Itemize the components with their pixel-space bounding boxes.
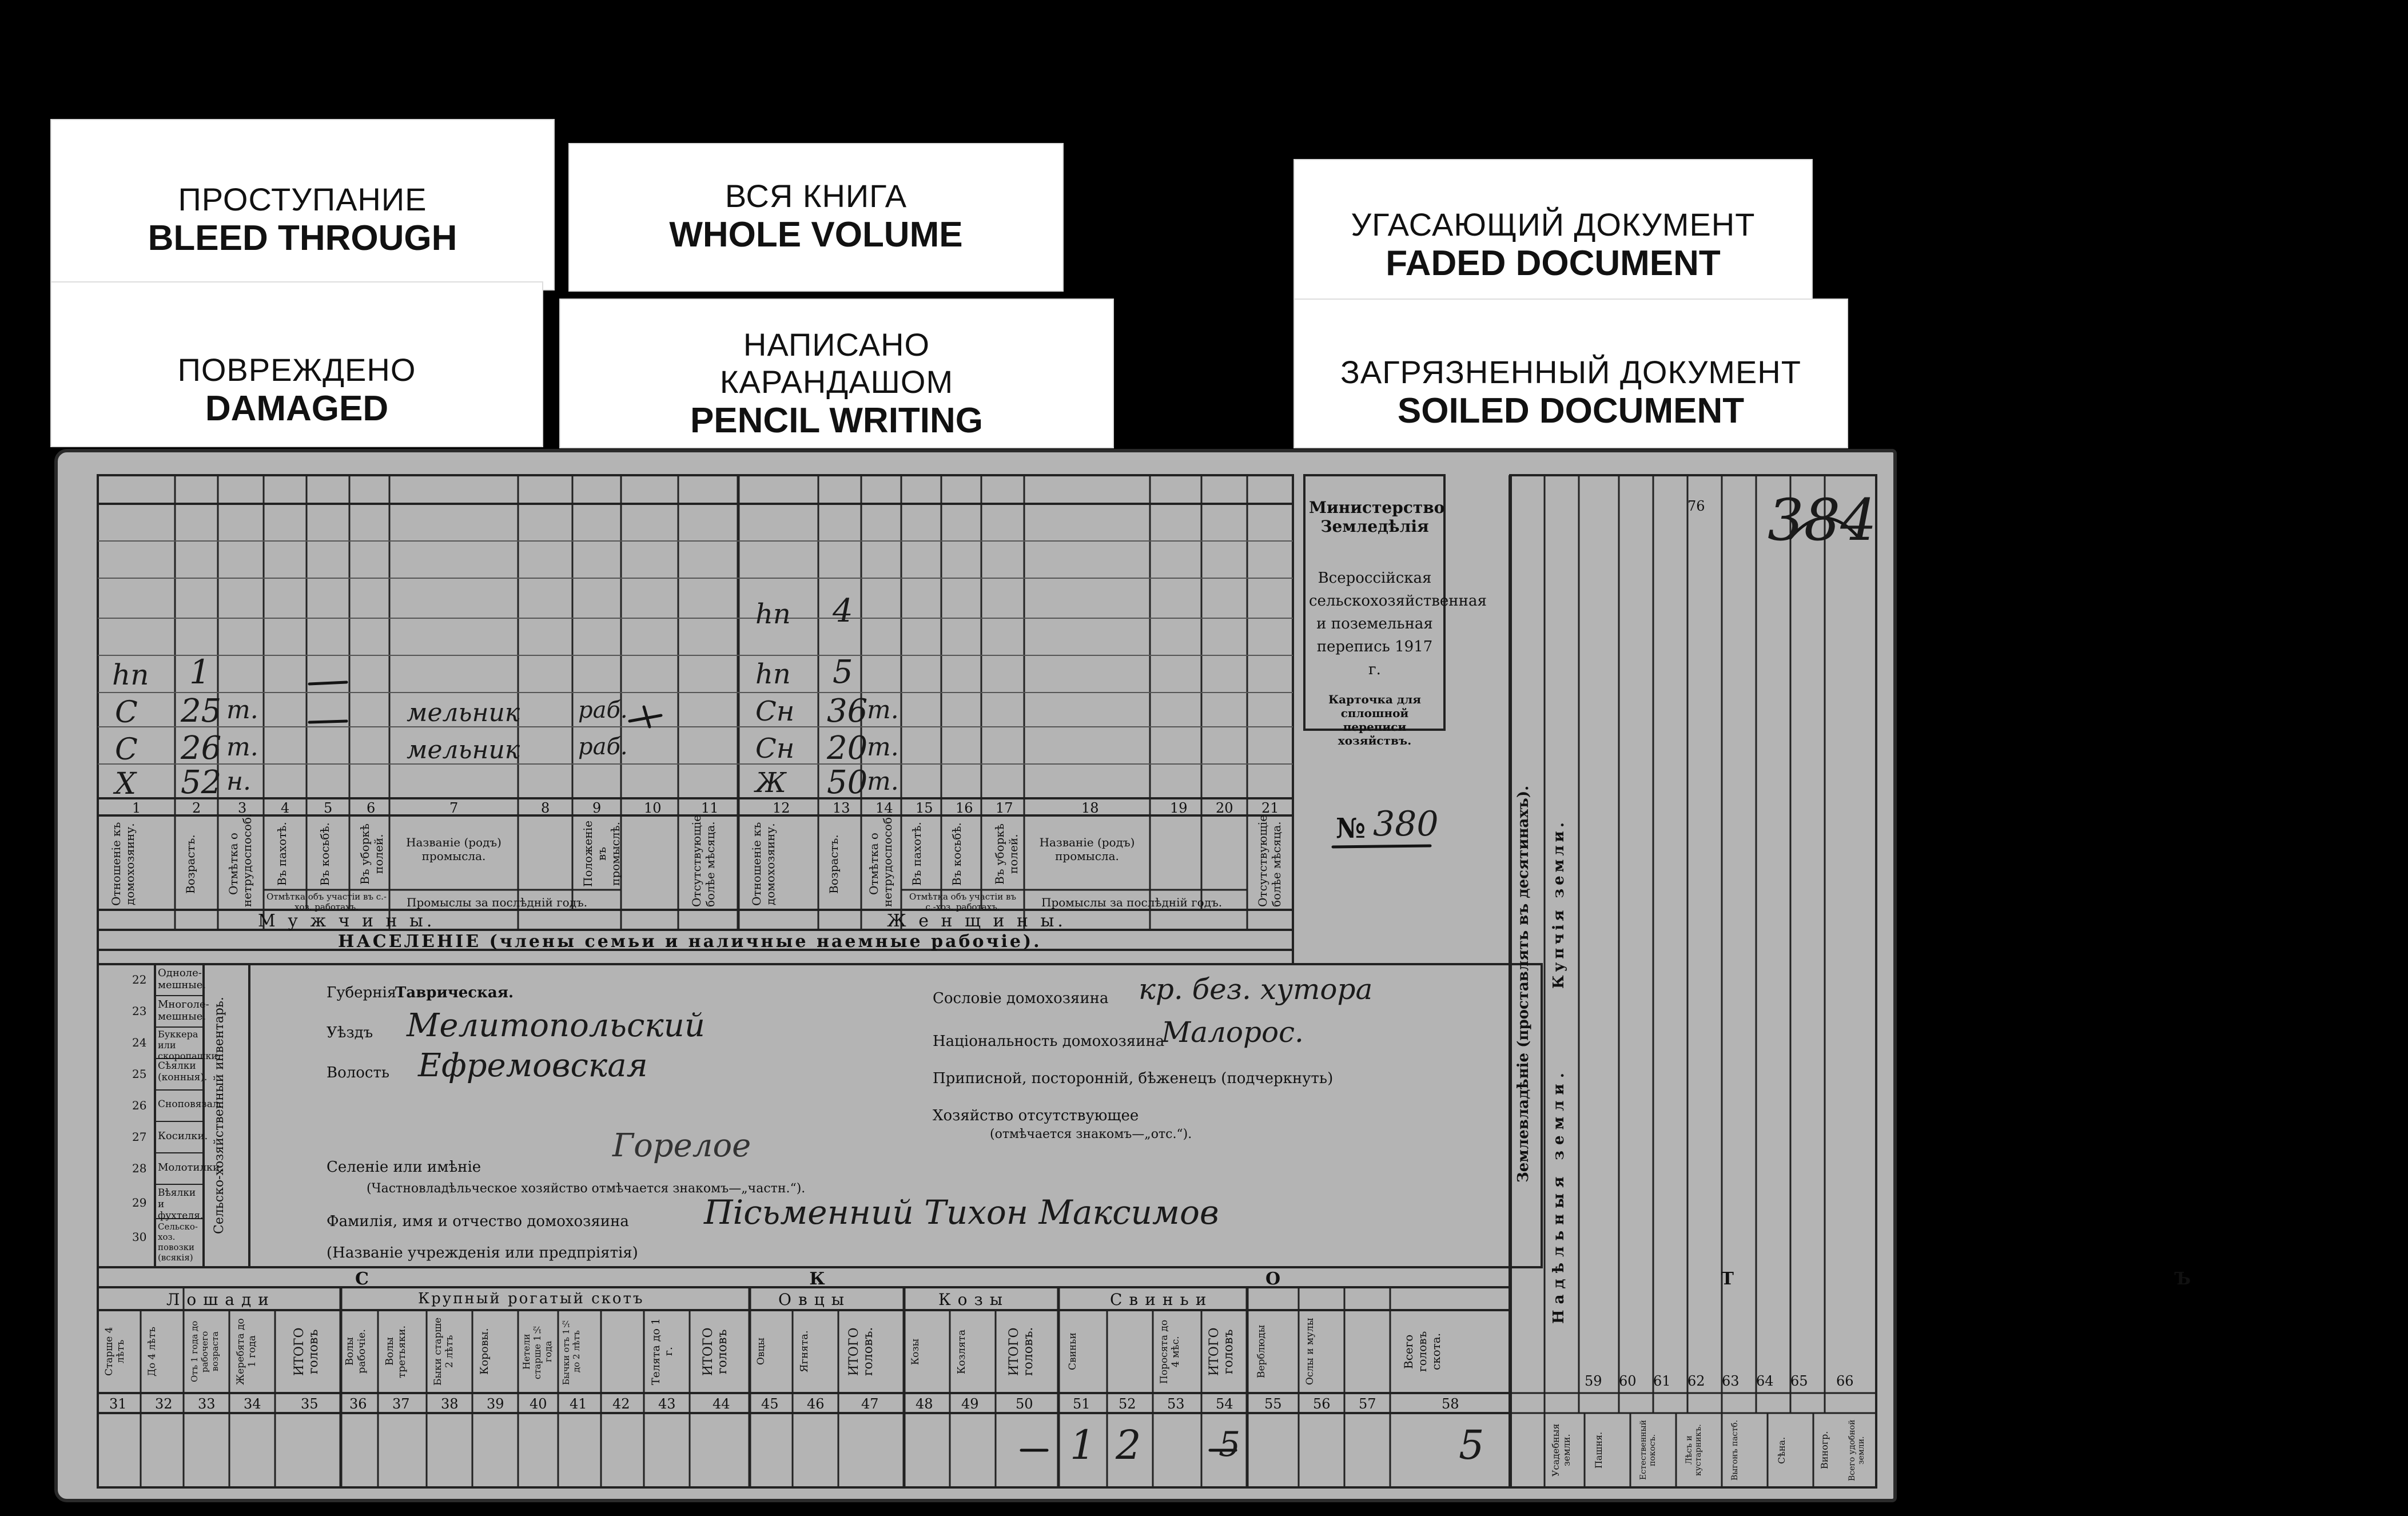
land-bottom-label: Естественный покосъ. bbox=[1639, 1420, 1657, 1481]
ls-col-num: 48 bbox=[916, 1396, 933, 1412]
ls-col-num: 50 bbox=[1016, 1396, 1033, 1412]
census-card bbox=[54, 449, 2408, 1502]
ls-col-num: 53 bbox=[1167, 1396, 1185, 1412]
inventory-item: Вѣялки и фухтеля. bbox=[158, 1187, 204, 1221]
col-header-disability-w: Отмѣтка о нетрудоспособ. bbox=[867, 813, 894, 907]
livestock-group-sheep: Овцы bbox=[778, 1290, 851, 1309]
land-bottom-label: Виногр. bbox=[1819, 1431, 1830, 1470]
women-row-mark: т. bbox=[867, 695, 899, 725]
ls-col-num: 47 bbox=[861, 1396, 879, 1412]
col-num: 11 bbox=[701, 800, 719, 816]
ls-header: Всего головъ скота. bbox=[1402, 1331, 1443, 1372]
volost-value: Ефремовская bbox=[418, 1047, 648, 1084]
col-header-position: Положеніе въ промыслѣ. bbox=[581, 820, 622, 887]
ls-col-num: 46 bbox=[807, 1396, 825, 1412]
ls-col-num: 39 bbox=[487, 1396, 504, 1412]
col-num: 17 bbox=[996, 800, 1013, 816]
ls-header: Быки старше 2 лѣтъ bbox=[432, 1317, 455, 1386]
ls-col-num: 55 bbox=[1264, 1396, 1282, 1412]
inventory-item: Одноле-мешные. bbox=[158, 967, 206, 991]
district-value: Мелитопольский bbox=[407, 1007, 705, 1044]
flag-whole-volume bbox=[568, 143, 1064, 292]
men-row-rel: С bbox=[115, 695, 138, 730]
col-num: 19 bbox=[1170, 800, 1188, 816]
col-num: 8 bbox=[541, 800, 550, 816]
land-col-num: 61 bbox=[1653, 1373, 1671, 1389]
livestock-group-horses: Лошади bbox=[166, 1290, 276, 1309]
ls-header: ИТОГО головъ bbox=[701, 1327, 730, 1376]
ls-header: Ослы и мулы bbox=[1304, 1318, 1316, 1386]
women-row-rel: Ж bbox=[755, 767, 786, 799]
col-num: 12 bbox=[773, 800, 790, 816]
private-note: (Частновладѣльческое хозяйство отмѣчается знакомъ—„частн.“). bbox=[367, 1181, 806, 1196]
livestock-title: С К О Т Ъ bbox=[355, 1269, 2408, 1289]
ls-col-num: 42 bbox=[612, 1396, 630, 1412]
name-label: Фамилія, имя и отчество домохозяина bbox=[327, 1213, 629, 1230]
inventory-item: Сѣялки (конныя). bbox=[158, 1060, 208, 1083]
women-row-age: 5 bbox=[833, 654, 853, 691]
women-row-age: 20 bbox=[827, 730, 868, 767]
flag-pencil-writing bbox=[559, 299, 1114, 448]
participation-label-men: Отмѣтка объ участіи въ с.-хоз. работахъ. bbox=[266, 892, 387, 912]
absent-label: Хозяйство отсутствующее bbox=[933, 1107, 1139, 1124]
men-row-rel: Х bbox=[115, 767, 137, 801]
women-row-rel: Сн bbox=[755, 695, 795, 727]
inventory-num: 29 bbox=[132, 1196, 147, 1209]
women-row-age: 36 bbox=[827, 693, 868, 730]
men-row-mark: н. bbox=[226, 767, 251, 796]
land-col-num: 62 bbox=[1687, 1373, 1705, 1389]
col-num: 10 bbox=[644, 800, 662, 816]
ls-header: Нетели старше 1½ года bbox=[521, 1324, 554, 1379]
ls-entry-58: 5 bbox=[1459, 1422, 1484, 1469]
land-bottom-label: Пашня. bbox=[1593, 1431, 1604, 1469]
women-label: Ж е н щ и н ы. bbox=[887, 911, 1066, 931]
ls-col-num: 31 bbox=[109, 1396, 127, 1412]
inventory-item: Молотилки. bbox=[158, 1161, 223, 1173]
col-num: 18 bbox=[1081, 800, 1099, 816]
col-num: 15 bbox=[916, 800, 933, 816]
flag-ru-text: ПОВРЕЖДЕНО bbox=[177, 352, 416, 388]
inventory-num: 27 bbox=[132, 1130, 147, 1144]
women-row-mark: т. bbox=[867, 767, 899, 796]
card-type: Карточка для сплошной переписи хозяйствъ. bbox=[1328, 693, 1422, 747]
estate-label: Сословіе домохозяина bbox=[933, 990, 1109, 1007]
ls-header: До 4 лѣтъ bbox=[146, 1327, 158, 1376]
inventory-num: 25 bbox=[132, 1067, 147, 1081]
women-row-age: 4 bbox=[833, 592, 853, 630]
flag-ru-text: ВСЯ КНИГА bbox=[725, 178, 908, 214]
flag-ru-text: ПРОСТУПАНИЕ bbox=[178, 181, 427, 217]
women-row-rel: hn bbox=[755, 658, 791, 690]
ls-col-num: 35 bbox=[301, 1396, 319, 1412]
col-header-absent-w: Отсутствующіе болѣе мѣсяца. bbox=[1256, 814, 1283, 907]
women-row-rel: Сн bbox=[755, 733, 795, 765]
col-num: 9 bbox=[592, 800, 602, 816]
ls-header: ИТОГО головъ. bbox=[1007, 1327, 1036, 1376]
flag-ru-text: УГАСАЮЩИЙ ДОКУМЕНТ bbox=[1351, 206, 1756, 242]
flag-ru-text: ЗАГРЯЗНЕННЫЙ ДОКУМЕНТ bbox=[1340, 354, 1801, 390]
men-row-pos: раб. bbox=[578, 734, 628, 760]
ls-header: Поросята до 4 мѣс. bbox=[1159, 1319, 1181, 1384]
col-header-age-w: Возрастъ. bbox=[827, 834, 841, 894]
men-row-age: 52 bbox=[181, 764, 222, 801]
col-header-age: Возрастъ. bbox=[184, 834, 197, 894]
census-title: Всероссійская сельскохозяйственная и поземельная перепись 1917 г. bbox=[1309, 570, 1487, 678]
ls-col-num: 33 bbox=[198, 1396, 216, 1412]
flag-en-text: DAMAGED bbox=[205, 389, 389, 428]
land-bottom-label: Всего удобной земли. bbox=[1848, 1419, 1866, 1481]
inventory-item: Сноповязал. bbox=[158, 1099, 222, 1110]
ls-col-num: 41 bbox=[570, 1396, 587, 1412]
ls-header: Коровы. bbox=[478, 1328, 491, 1375]
col-header-relation-w: Отношеніе къ домохозяину. bbox=[750, 822, 777, 906]
col-header-harvest-w: Въ уборкѣ полей. bbox=[993, 823, 1020, 885]
flag-damaged bbox=[50, 281, 543, 447]
ls-col-num: 37 bbox=[392, 1396, 410, 1412]
trade-name-header: Названіе (родъ) промысла. bbox=[406, 835, 501, 863]
ls-header: ИТОГО головъ bbox=[1207, 1327, 1236, 1376]
ls-header: Овцы bbox=[755, 1338, 767, 1366]
men-row-rel: hn bbox=[112, 658, 149, 691]
trades-label-women: Промыслы за послѣдній годъ. bbox=[1041, 896, 1223, 909]
ls-header: Старше 4 лѣтъ bbox=[104, 1327, 126, 1376]
ls-col-num: 49 bbox=[961, 1396, 979, 1412]
ministry-title: Министерство Земледѣлія bbox=[1309, 498, 1445, 536]
absent-note: (отмѣчается знакомъ—„отс.“). bbox=[990, 1127, 1192, 1141]
district-label: Уѣздъ bbox=[327, 1024, 373, 1041]
flag-bleed-through bbox=[50, 119, 555, 291]
land-col-num: 65 bbox=[1790, 1373, 1808, 1389]
inventory-item: Буккера или скоропашки. bbox=[158, 1029, 221, 1061]
ls-entry-51: 1 bbox=[1070, 1422, 1096, 1469]
land-purchased-title: Купчія земли. bbox=[1550, 819, 1567, 989]
inventory-title: Сельско-хозяйственный инвентарь. bbox=[212, 997, 226, 1235]
ls-col-num: 52 bbox=[1119, 1396, 1136, 1412]
ls-col-num: 38 bbox=[441, 1396, 459, 1412]
land-bottom-label: Усадебныя земли. bbox=[1550, 1423, 1572, 1477]
men-row-mark: т. bbox=[226, 695, 258, 725]
flag-en-text: PENCIL WRITING bbox=[690, 401, 984, 440]
col-header-disability: Отмѣтка о нетрудоспособ. bbox=[226, 813, 254, 907]
ls-col-num: 44 bbox=[713, 1396, 730, 1412]
trade-name-header-women: Названіе (родъ) промысла. bbox=[1039, 835, 1135, 863]
province-label: Губернія bbox=[327, 984, 397, 1001]
village-label: Селеніе или имѣніе bbox=[327, 1159, 481, 1176]
land-main-title: Землевладѣніе (проставлять въ десятинахъ). bbox=[1515, 785, 1532, 1183]
inventory-num: 22 bbox=[132, 973, 147, 986]
flag-en-text: FADED DOCUMENT bbox=[1386, 244, 1721, 283]
col-num: 5 bbox=[324, 800, 333, 816]
col-num: 1 bbox=[132, 800, 141, 816]
ls-col-num: 43 bbox=[658, 1396, 676, 1412]
land-bottom-label: Выгонъ пастб. bbox=[1730, 1419, 1740, 1481]
men-row-mark: т. bbox=[226, 733, 258, 762]
ls-header: Телята до 1 г. bbox=[650, 1318, 675, 1386]
land-col-num: 63 bbox=[1722, 1373, 1740, 1389]
ls-col-num: 40 bbox=[530, 1396, 547, 1412]
nationality-value: Малорос. bbox=[1161, 1016, 1304, 1049]
livestock-group-goats: Козы bbox=[938, 1290, 1010, 1309]
livestock-group-cattle: Крупный рогатый скотъ bbox=[418, 1290, 644, 1307]
men-row-trade: мельник bbox=[407, 698, 520, 727]
land-col-num: 60 bbox=[1619, 1373, 1637, 1389]
land-allotment-title: Надѣльныя земли. bbox=[1550, 1067, 1567, 1324]
col-num: 3 bbox=[238, 800, 247, 816]
flag-faded-document bbox=[1293, 159, 1813, 302]
population-title: НАСЕЛЕНІЕ (члены семьи и наличные наемные рабочіе). bbox=[338, 932, 1042, 952]
men-label: М у ж ч и н ы. bbox=[258, 911, 436, 931]
ls-col-num: 34 bbox=[244, 1396, 261, 1412]
card-number-label: № bbox=[1336, 813, 1366, 845]
col-num: 2 bbox=[192, 800, 201, 816]
inventory-num: 23 bbox=[132, 1004, 147, 1018]
inventory-item: Многоле-мешные. bbox=[158, 998, 209, 1022]
ls-col-num: 51 bbox=[1073, 1396, 1090, 1412]
page-number: 384 bbox=[1768, 487, 1877, 554]
ls-header: ИТОГО головъ bbox=[292, 1327, 321, 1376]
col-header-plowing: Въ пахотѣ. bbox=[275, 822, 289, 886]
ls-header: Бычки отъ 1½ до 2 лѣтъ bbox=[561, 1318, 582, 1385]
men-row-trade: мельник bbox=[407, 735, 520, 765]
trades-label-men: Промыслы за послѣдній годъ. bbox=[407, 896, 588, 909]
men-row-age: 1 bbox=[189, 652, 210, 691]
village-value: Горелое bbox=[612, 1127, 751, 1164]
ls-header: Жеребята до 1 года bbox=[235, 1318, 258, 1385]
land-bottom-label: Сѣна. bbox=[1776, 1437, 1787, 1464]
ls-header: Ягнята. bbox=[798, 1330, 810, 1373]
men-row-pos: раб. bbox=[578, 697, 628, 723]
land-col-num: 76 bbox=[1687, 498, 1705, 514]
ls-col-num: 45 bbox=[761, 1396, 779, 1412]
inventory-num: 24 bbox=[132, 1036, 147, 1049]
livestock-group-pigs: Свиньи bbox=[1110, 1290, 1213, 1309]
volost-label: Волость bbox=[327, 1064, 390, 1081]
nationality-label: Національность домохозяина bbox=[933, 1033, 1165, 1050]
col-header-relation: Отношеніе къ домохозяину. bbox=[109, 822, 137, 906]
land-col-num: 59 bbox=[1585, 1373, 1602, 1389]
land-col-num: 66 bbox=[1836, 1373, 1854, 1389]
women-row-rel: hn bbox=[755, 598, 791, 630]
col-header-mowing-w: Въ косьбѣ. bbox=[950, 822, 964, 886]
col-num: 4 bbox=[281, 800, 290, 816]
inventory-num: 26 bbox=[132, 1099, 147, 1112]
card-form bbox=[98, 475, 2408, 1487]
col-header-mowing: Въ косьбѣ. bbox=[318, 822, 332, 886]
women-row-mark: т. bbox=[867, 733, 899, 762]
flag-soiled-document bbox=[1293, 299, 1848, 448]
men-row-rel: С bbox=[115, 733, 138, 767]
participation-label-women: Отмѣтка объ участіи въ с.-хоз. работахъ. bbox=[909, 892, 1016, 912]
col-header-plowing-w: Въ пахотѣ. bbox=[910, 822, 924, 886]
ls-header: Отъ 1 года до рабочего возраста bbox=[189, 1320, 220, 1383]
flag-en-text: WHOLE VOLUME bbox=[669, 215, 963, 254]
col-header-harvest: Въ уборкѣ полей. bbox=[358, 823, 385, 885]
inventory-item: Косилки. bbox=[158, 1130, 208, 1142]
flag-en-text: SOILED DOCUMENT bbox=[1397, 391, 1745, 431]
land-col-num: 64 bbox=[1756, 1373, 1774, 1389]
ls-header: Волы третьяки. bbox=[384, 1325, 408, 1378]
inventory-num: 30 bbox=[132, 1230, 147, 1244]
women-row-age: 50 bbox=[827, 764, 868, 801]
name-value: Пісьменний Тихон Максимов bbox=[704, 1193, 1219, 1232]
col-num: 14 bbox=[875, 800, 893, 816]
col-num: 7 bbox=[449, 800, 459, 816]
status-label: Приписной, посторонній, бѣженецъ (подчеркнуть) bbox=[933, 1070, 1334, 1087]
card-number: 380 bbox=[1373, 804, 1439, 844]
estate-value: кр. без. хутора bbox=[1139, 973, 1373, 1006]
ls-entry-54: 5 bbox=[1219, 1425, 1241, 1465]
ls-col-num: 57 bbox=[1359, 1396, 1376, 1412]
ls-col-num: 56 bbox=[1313, 1396, 1331, 1412]
province-value: Таврическая. bbox=[395, 984, 514, 1001]
col-num: 20 bbox=[1216, 800, 1233, 816]
ls-header: Козлята bbox=[956, 1329, 968, 1374]
ls-header: Волы рабочіе. bbox=[344, 1329, 368, 1374]
ls-col-num: 32 bbox=[155, 1396, 173, 1412]
ls-col-num: 54 bbox=[1216, 1396, 1233, 1412]
col-num: 21 bbox=[1261, 800, 1279, 816]
col-num: 16 bbox=[956, 800, 973, 816]
col-header-absent: Отсутствующіе болѣе мѣсяца. bbox=[690, 814, 717, 907]
col-num: 6 bbox=[367, 800, 376, 816]
land-bottom-label: Лѣсъ и кустарникъ. bbox=[1685, 1424, 1703, 1477]
ls-col-num: 36 bbox=[349, 1396, 367, 1412]
inventory-item: Сельско-хоз. повозки (всякія) bbox=[158, 1221, 198, 1263]
ls-header: Верблюды bbox=[1256, 1324, 1267, 1379]
men-row-age: 25 bbox=[181, 693, 222, 730]
institution-label: (Названіе учрежденія или предпріятія) bbox=[327, 1244, 638, 1262]
flag-ru-text: НАПИСАНО bbox=[743, 327, 930, 363]
ls-header: Козы bbox=[910, 1338, 921, 1365]
flag-ru-text-2: КАРАНДАШОМ bbox=[719, 364, 954, 400]
ls-col-num: 58 bbox=[1442, 1396, 1459, 1412]
flag-en-text: BLEED THROUGH bbox=[148, 218, 457, 258]
men-row-age: 26 bbox=[181, 730, 222, 767]
ls-header: ИТОГО головъ. bbox=[847, 1327, 875, 1376]
ls-entry-52: 2 bbox=[1116, 1422, 1141, 1469]
col-num: 13 bbox=[833, 800, 850, 816]
ls-header: Свиньи bbox=[1067, 1332, 1078, 1371]
inventory-num: 28 bbox=[132, 1161, 147, 1175]
